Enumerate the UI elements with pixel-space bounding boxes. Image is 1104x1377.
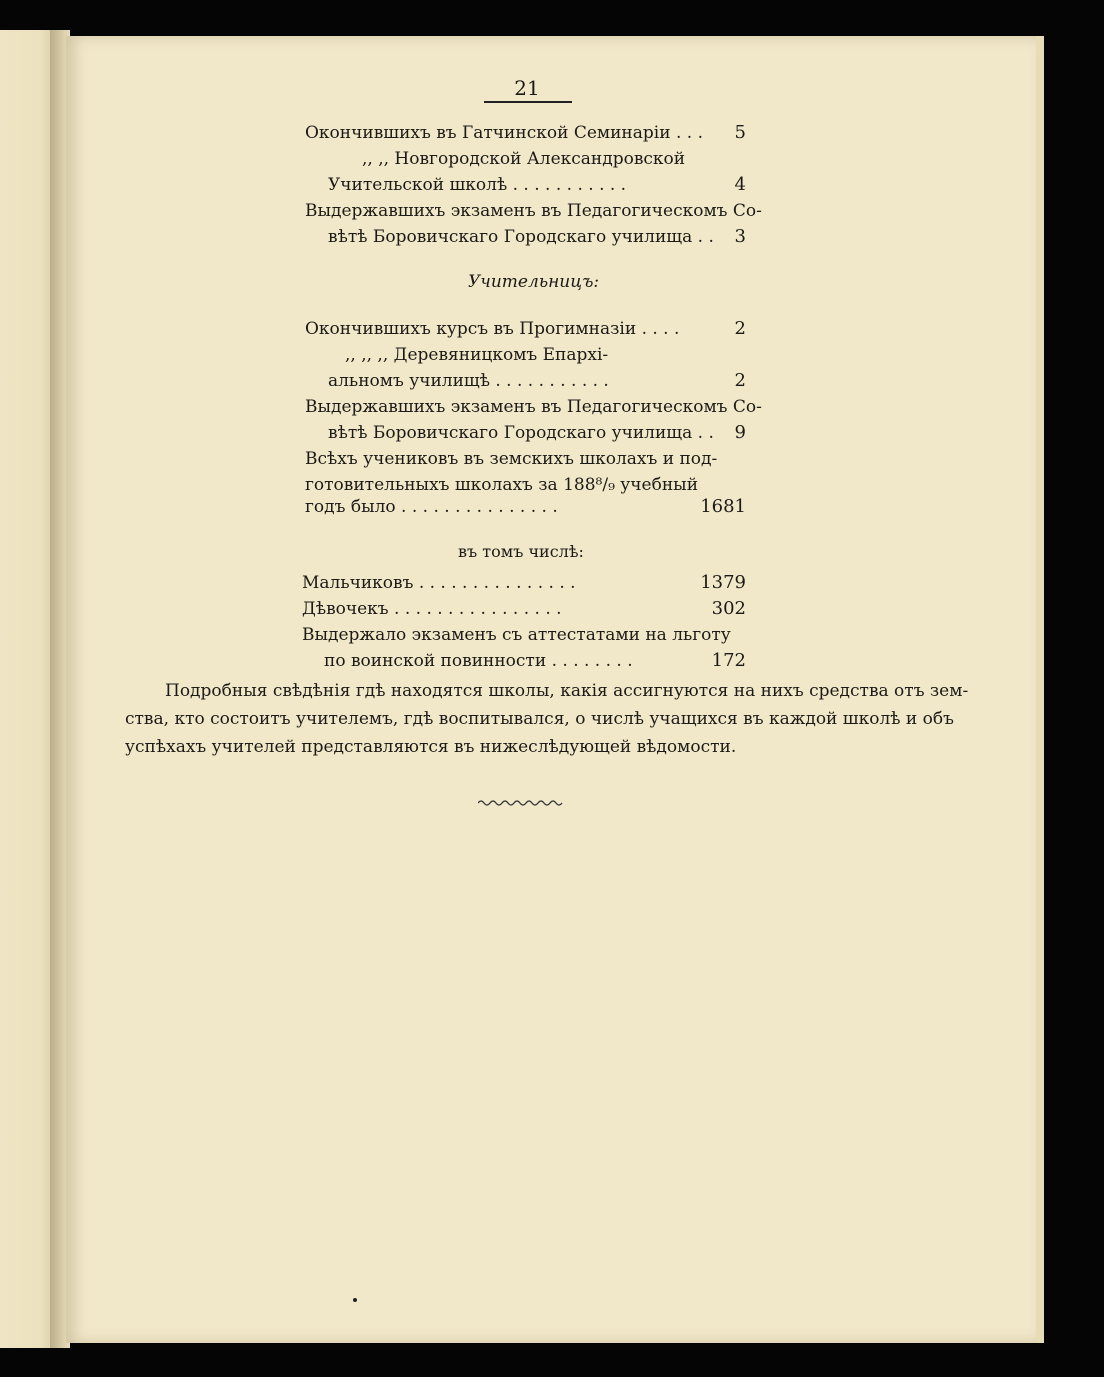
left-page-edge <box>0 30 56 1348</box>
list-item: Выдержавшихъ экзаменъ въ Педагогическомъ Со- <box>305 397 762 417</box>
list-item-value: 9 <box>734 422 746 443</box>
list-item: Всѣхъ учениковъ въ земскихъ школахъ и под- <box>305 449 718 469</box>
list-item-value: 3 <box>734 226 746 247</box>
list-item-value: 4 <box>734 174 746 195</box>
decorative-squiggle-divider <box>478 799 564 807</box>
list-item-value: 1379 <box>700 572 746 593</box>
list-item: Мальчиковъ . . . . . . . . . . . . . . . <box>302 573 576 593</box>
list-item: Выдержавшихъ экзаменъ въ Педагогическомъ Со- <box>305 201 762 221</box>
page-number-rule <box>484 101 572 103</box>
list-item: ,, ,, Новгородской Александровской <box>362 149 686 169</box>
list-item-value: 2 <box>734 370 746 391</box>
paragraph-line: ства, кто состоитъ учителемъ, гдѣ воспитывался, о числѣ учащихся въ каждой школѣ и объ <box>125 709 954 729</box>
section-heading-including: въ томъ числѣ: <box>458 542 584 561</box>
list-item: Дѣвочекъ . . . . . . . . . . . . . . . . <box>302 599 562 619</box>
list-item: Выдержало экзаменъ съ аттестатами на льготу <box>302 625 731 645</box>
list-item: Окончившихъ курсъ въ Прогимназіи . . . . <box>305 319 680 339</box>
list-item: вѣтѣ Боровичскаго Городскаго училища . . <box>328 423 714 443</box>
list-item: годъ было . . . . . . . . . . . . . . . <box>305 497 558 517</box>
list-item-value: 2 <box>734 318 746 339</box>
list-item: альномъ училищѣ . . . . . . . . . . . <box>328 371 609 391</box>
printer-dot-mark <box>353 1298 357 1302</box>
list-item: Учительской школѣ . . . . . . . . . . . <box>328 175 627 195</box>
list-item: Окончившихъ въ Гатчинской Семинаріи . . . <box>305 123 703 143</box>
section-heading-female-teachers: Учительницъ: <box>468 272 600 292</box>
list-item-value: 5 <box>734 122 746 143</box>
page-number: 21 <box>514 76 540 100</box>
list-item: вѣтѣ Боровичскаго Городскаго училища . . <box>328 227 714 247</box>
list-item-value: 172 <box>711 650 746 671</box>
paragraph-line: успѣхахъ учителей представляются въ нижеслѣдующей вѣдомости. <box>125 737 737 757</box>
list-item: ,, ,, ,, Деревяницкомъ Епархі- <box>345 345 609 365</box>
right-page-edge <box>1036 36 1044 1343</box>
list-item: по воинской повинности . . . . . . . . <box>324 651 633 671</box>
list-item-value: 302 <box>711 598 746 619</box>
list-item: готовительныхъ школахъ за 188⁸/₉ учебный <box>305 475 699 495</box>
paragraph-line: Подробныя свѣдѣнія гдѣ находятся школы, какія ассигнуются на нихъ средства отъ зем- <box>165 681 969 701</box>
list-item-value: 1681 <box>700 496 746 517</box>
